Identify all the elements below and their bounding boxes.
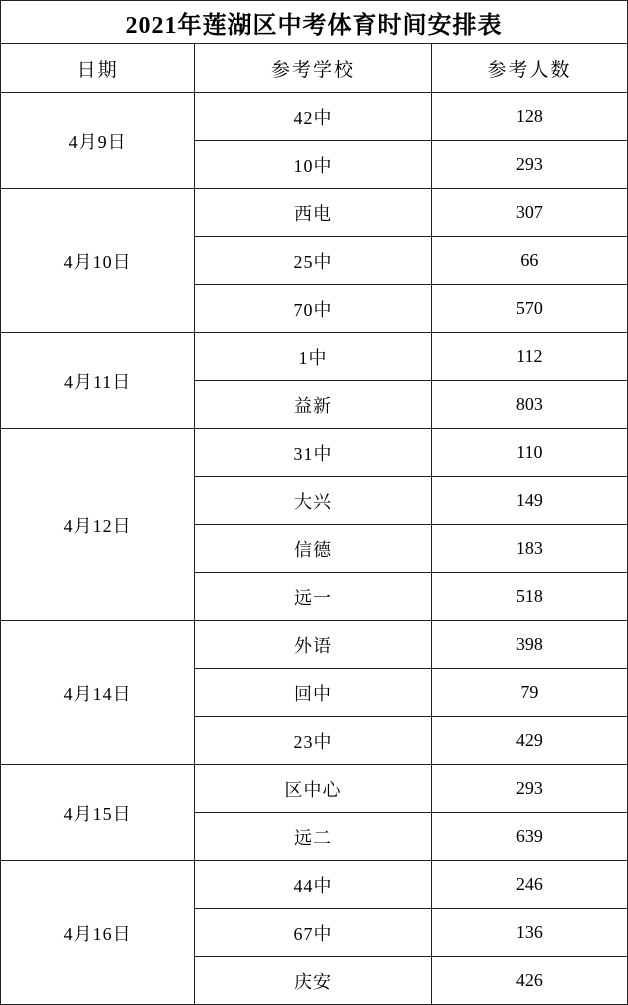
school-cell: 1中	[195, 333, 431, 381]
table-row	[1, 429, 628, 477]
count-cell: 307	[431, 189, 627, 237]
count-cell: 570	[431, 285, 627, 333]
school-cell: 益新	[195, 381, 431, 429]
table-row	[1, 621, 628, 669]
count-cell: 112	[431, 333, 627, 381]
date-cell: 4月15日	[1, 765, 195, 861]
count-cell: 426	[431, 957, 627, 1005]
school-cell: 庆安	[195, 957, 431, 1005]
column-header-school: 参考学校	[195, 44, 431, 93]
school-cell: 10中	[195, 141, 431, 189]
count-cell: 183	[431, 525, 627, 573]
school-cell: 31中	[195, 429, 431, 477]
header-row	[1, 44, 628, 93]
title-row	[1, 1, 628, 44]
school-cell: 信德	[195, 525, 431, 573]
count-cell: 149	[431, 477, 627, 525]
column-header-count: 参考人数	[431, 44, 627, 93]
count-cell: 518	[431, 573, 627, 621]
count-cell: 110	[431, 429, 627, 477]
school-cell: 70中	[195, 285, 431, 333]
school-cell: 23中	[195, 717, 431, 765]
count-cell: 803	[431, 381, 627, 429]
count-cell: 66	[431, 237, 627, 285]
count-cell: 398	[431, 621, 627, 669]
date-cell: 4月11日	[1, 333, 195, 429]
column-header-date: 日期	[1, 44, 195, 93]
date-cell: 4月10日	[1, 189, 195, 333]
school-cell: 42中	[195, 93, 431, 141]
date-cell: 4月16日	[1, 861, 195, 1005]
school-cell: 25中	[195, 237, 431, 285]
school-cell: 67中	[195, 909, 431, 957]
school-cell: 外语	[195, 621, 431, 669]
school-cell: 回中	[195, 669, 431, 717]
school-cell: 大兴	[195, 477, 431, 525]
count-cell: 136	[431, 909, 627, 957]
count-cell: 128	[431, 93, 627, 141]
count-cell: 293	[431, 141, 627, 189]
table-row	[1, 861, 628, 909]
date-cell: 4月9日	[1, 93, 195, 189]
date-cell: 4月12日	[1, 429, 195, 621]
school-cell: 远二	[195, 813, 431, 861]
document-title: 2021年莲湖区中考体育时间安排表	[1, 1, 628, 44]
count-cell: 246	[431, 861, 627, 909]
table-row	[1, 765, 628, 813]
school-cell: 区中心	[195, 765, 431, 813]
date-cell: 4月14日	[1, 621, 195, 765]
count-cell: 429	[431, 717, 627, 765]
schedule-table-body	[1, 1, 628, 1005]
school-cell: 远一	[195, 573, 431, 621]
count-cell: 639	[431, 813, 627, 861]
table-row	[1, 93, 628, 141]
school-cell: 44中	[195, 861, 431, 909]
table-row	[1, 333, 628, 381]
count-cell: 79	[431, 669, 627, 717]
table-row	[1, 189, 628, 237]
school-cell: 西电	[195, 189, 431, 237]
count-cell: 293	[431, 765, 627, 813]
